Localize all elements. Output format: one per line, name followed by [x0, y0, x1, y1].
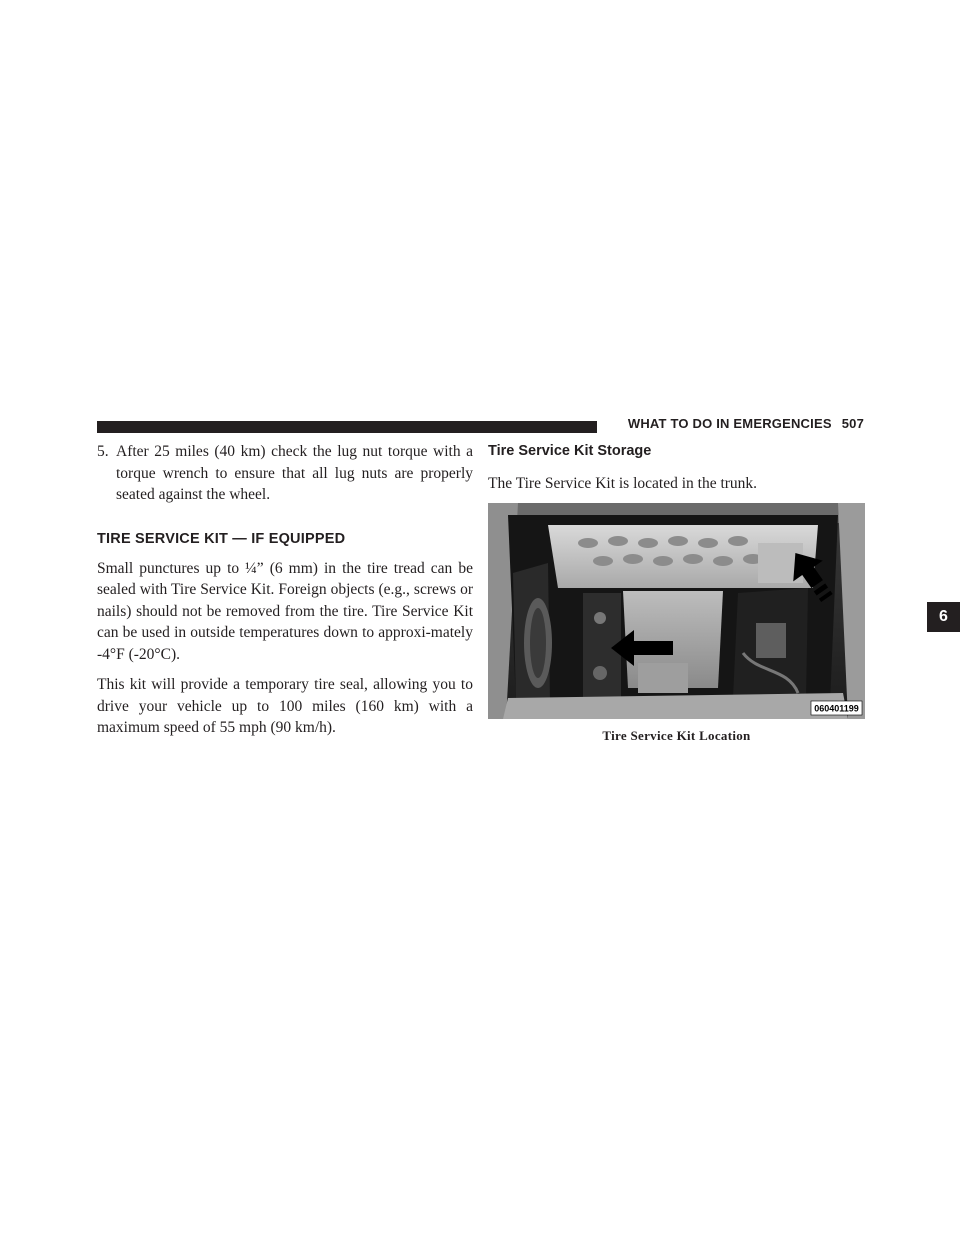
paragraph-location: The Tire Service Kit is located in the trunk.	[488, 475, 758, 492]
step-text: After 25 miles (40 km) check the lug nut torque with a torque wrench to ensure that all lug nuts are properly seated against the wheel.	[116, 443, 473, 503]
figure-caption: Tire Service Kit Location	[602, 727, 751, 743]
right-column	[488, 441, 865, 744]
left-column	[97, 441, 473, 739]
paragraph-punctures: Small punctures up to ¼” (6 mm) in the tire tread can be sealed with Tire Service Kit. Foreign objects (e.g., screws or nails) should not be removed from the tire. Tire Service Kit can be used in outside temperatures down to approxi-mately -4°F (-20°C).	[97, 559, 473, 663]
running-header	[606, 416, 864, 431]
section-title: WHAT TO DO IN EMERGENCIES	[627, 416, 832, 431]
trunk-photo	[488, 503, 865, 719]
header-rule	[97, 421, 597, 433]
subheading: Tire Service Kit Storage	[488, 443, 652, 459]
step-number: 5.	[97, 443, 109, 460]
chapter-tab: 6	[927, 602, 960, 632]
trunk-illustration	[488, 503, 865, 719]
step-5	[97, 441, 473, 506]
section-heading: TIRE SERVICE KIT — IF EQUIPPED	[97, 530, 346, 547]
figure-id: 060401199	[814, 703, 859, 713]
page-number: 507	[841, 416, 864, 431]
paragraph-temporary-seal: This kit will provide a temporary tire seal, allowing you to drive your vehicle up to 100 miles (160 km) with a maximum speed of 55 mph (90 km/h).	[97, 676, 473, 736]
